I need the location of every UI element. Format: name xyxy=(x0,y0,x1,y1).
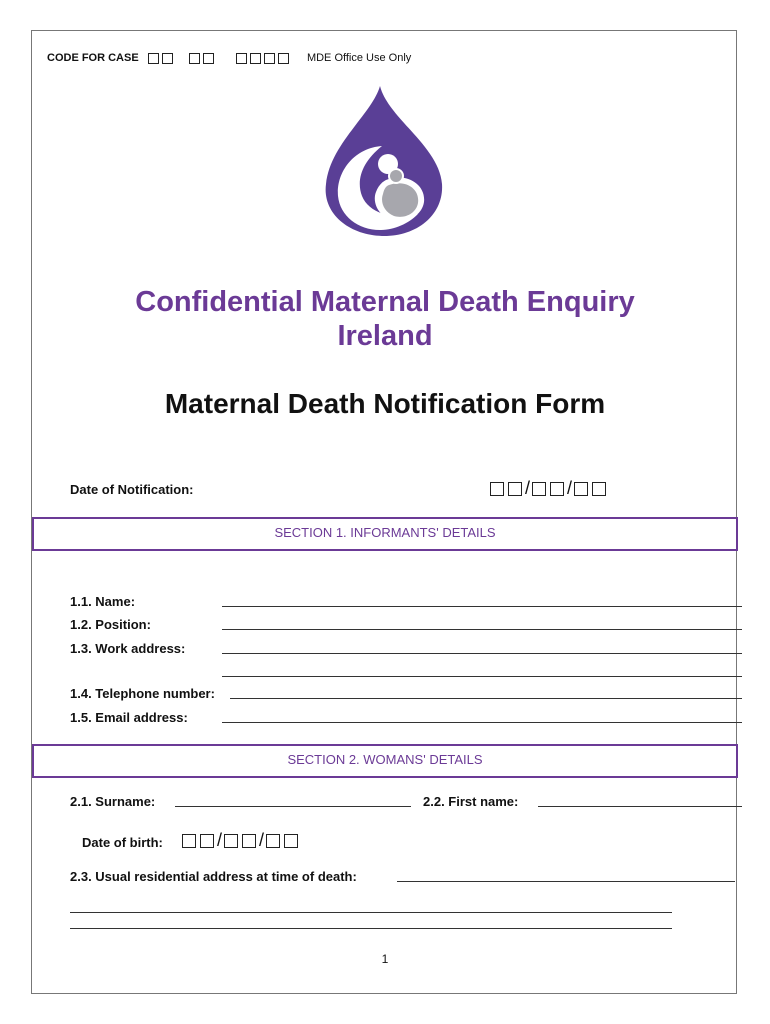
date-separator: / xyxy=(259,830,265,850)
case-code-label: CODE FOR CASE xyxy=(47,52,139,65)
dob-digit-box[interactable] xyxy=(224,834,238,848)
surname-input-line[interactable] xyxy=(175,806,411,807)
residential-address-input-line-2[interactable] xyxy=(70,912,672,913)
case-code-row xyxy=(47,52,411,64)
case-code-group-2 xyxy=(189,52,217,64)
date-digit-box[interactable] xyxy=(490,482,504,496)
position-input-line[interactable] xyxy=(222,629,742,630)
case-code-box[interactable] xyxy=(189,53,200,64)
case-code-box[interactable] xyxy=(236,53,247,64)
telephone-input-line[interactable] xyxy=(230,698,742,699)
case-code-box[interactable] xyxy=(148,53,159,64)
case-code-group-3 xyxy=(236,52,292,64)
dob-digit-box[interactable] xyxy=(182,834,196,848)
date-separator: / xyxy=(567,478,573,498)
work-address-input-line[interactable] xyxy=(222,653,742,654)
field-label-work-address: 1.3. Work address: xyxy=(70,641,186,656)
case-code-box[interactable] xyxy=(264,53,275,64)
case-code-box[interactable] xyxy=(278,53,289,64)
enquiry-title-line2: Ireland xyxy=(337,320,433,352)
section2-heading: SECTION 2. WOMANS' DETAILS xyxy=(32,744,738,778)
work-address-input-line-2[interactable] xyxy=(222,676,742,677)
date-digit-box[interactable] xyxy=(508,482,522,496)
name-input-line[interactable] xyxy=(222,606,742,607)
date-of-birth-field xyxy=(182,830,302,851)
dob-digit-box[interactable] xyxy=(200,834,214,848)
field-label-name: 1.1. Name: xyxy=(70,594,136,609)
field-label-telephone: 1.4. Telephone number: xyxy=(70,686,215,701)
case-code-group-1 xyxy=(148,52,176,64)
residential-address-input-line-3[interactable] xyxy=(70,928,672,929)
dob-digit-box[interactable] xyxy=(284,834,298,848)
date-digit-box[interactable] xyxy=(550,482,564,496)
section1-heading: SECTION 1. INFORMANTS' DETAILS xyxy=(32,517,738,551)
form-title: Maternal Death Notification Form xyxy=(164,388,606,419)
notification-date-label: Date of Notification: xyxy=(70,482,194,497)
field-label-residential-address: 2.3. Usual residential address at time of death: xyxy=(70,869,357,884)
case-code-box[interactable] xyxy=(250,53,261,64)
email-input-line[interactable] xyxy=(222,722,742,723)
office-use-note: MDE Office Use Only xyxy=(306,52,412,65)
dob-digit-box[interactable] xyxy=(266,834,280,848)
field-label-date-of-birth: Date of birth: xyxy=(82,835,163,850)
date-separator: / xyxy=(217,830,223,850)
dob-digit-box[interactable] xyxy=(242,834,256,848)
notification-date-field xyxy=(490,478,610,499)
case-code-box[interactable] xyxy=(162,53,173,64)
enquiry-title-line1: Confidential Maternal Death Enquiry xyxy=(135,286,635,318)
field-label-position: 1.2. Position: xyxy=(70,617,151,632)
case-code-box[interactable] xyxy=(203,53,214,64)
field-label-first-name: 2.2. First name: xyxy=(423,794,519,809)
residential-address-input-line[interactable] xyxy=(397,881,735,882)
date-digit-box[interactable] xyxy=(592,482,606,496)
page-number: 1 xyxy=(381,952,389,966)
first-name-input-line[interactable] xyxy=(538,806,742,807)
date-digit-box[interactable] xyxy=(532,482,546,496)
field-label-surname: 2.1. Surname: xyxy=(70,794,156,809)
maternal-death-enquiry-logo xyxy=(322,84,446,238)
field-label-email: 1.5. Email address: xyxy=(70,710,188,725)
date-separator: / xyxy=(525,478,531,498)
date-digit-box[interactable] xyxy=(574,482,588,496)
